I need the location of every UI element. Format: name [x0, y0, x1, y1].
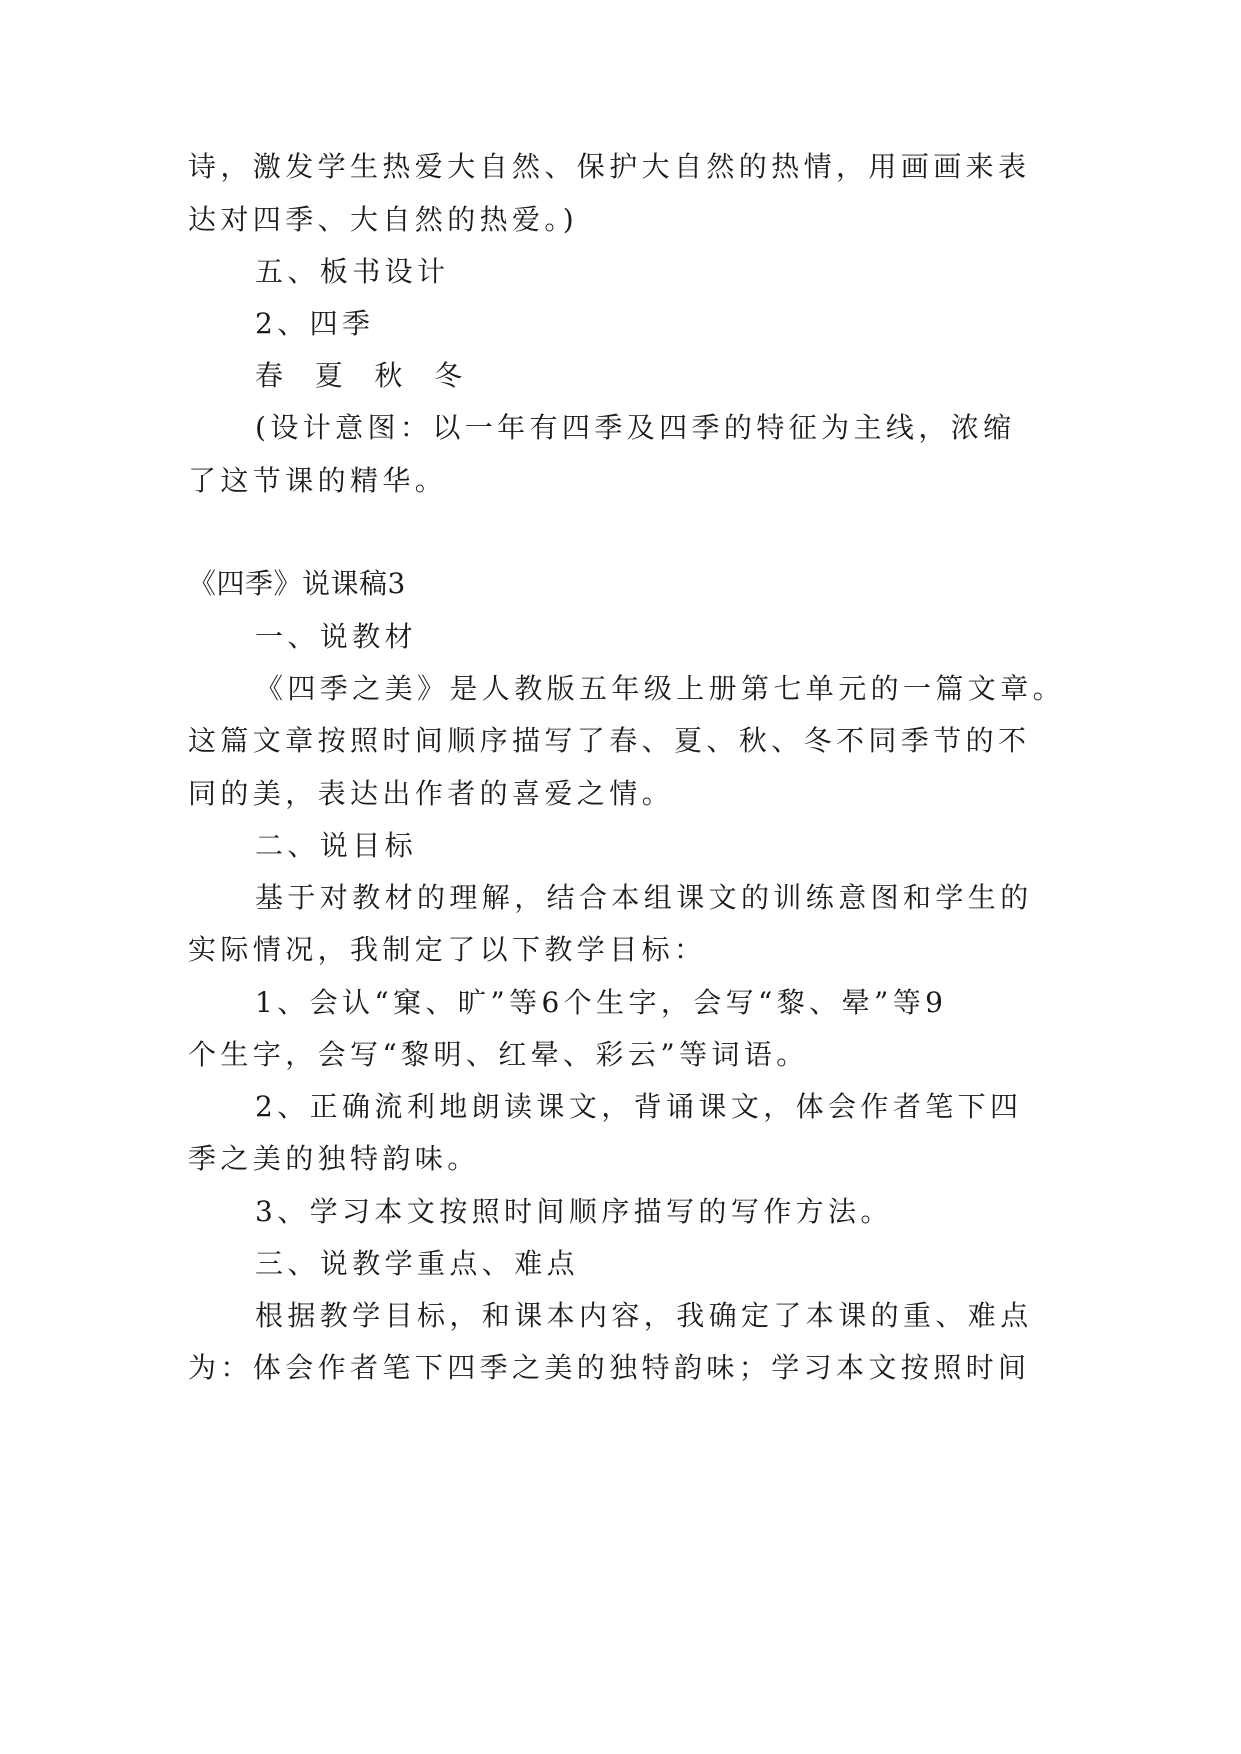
body-text-line: 了这节课的精华。 — [188, 464, 448, 497]
list-item: 2、正确流利地朗读课文，背诵课文，体会作者笔下四 — [255, 1090, 1023, 1123]
body-text-line: 诗，激发学生热爱大自然、保护大自然的热情，用画画来表 — [188, 150, 1031, 183]
body-text-line: 这篇文章按照时间顺序描写了春、夏、秋、冬不同季节的不 — [188, 724, 1031, 757]
body-text-line: (设计意图：以一年有四季及四季的特征为主线，浓缩 — [255, 411, 1016, 444]
section-heading: 二、说目标 — [255, 829, 418, 862]
body-text-line: 个生字，会写“黎明、红晕、彩云”等词语。 — [188, 1038, 809, 1071]
body-text-line: 根据教学目标，和课本内容，我确定了本课的重、难点 — [255, 1299, 1033, 1332]
section-heading: 五、板书设计 — [255, 255, 450, 288]
body-text-line: 基于对教材的理解，结合本组课文的训练意图和学生的 — [255, 881, 1033, 914]
section-heading: 三、说教学重点、难点 — [255, 1247, 580, 1280]
body-text-line: 实际情况，我制定了以下教学目标： — [188, 933, 707, 966]
document-title: 《四季》说课稿3 — [188, 567, 406, 600]
list-item: 1、会认“窠、旷”等6个生字，会写“黎、晕”等9 — [255, 986, 948, 1019]
body-text-line: 达对四季、大自然的热爱。) — [188, 203, 579, 236]
body-text-line: 《四季之美》是人教版五年级上册第七单元的一篇文章。 — [255, 672, 1066, 705]
section-heading: 一、说教材 — [255, 620, 418, 653]
board-design-seasons: 春 夏 秋 冬 — [255, 359, 467, 392]
body-text-line: 同的美，表达出作者的喜爱之情。 — [188, 777, 675, 810]
list-item: 3、学习本文按照时间顺序描写的写作方法。 — [255, 1195, 893, 1228]
body-text-line: 季之美的独特韵味。 — [188, 1142, 480, 1175]
board-design-title: 2、四季 — [255, 307, 375, 340]
body-text-line: 为：体会作者笔下四季之美的独特韵味；学习本文按照时间 — [188, 1351, 1031, 1384]
